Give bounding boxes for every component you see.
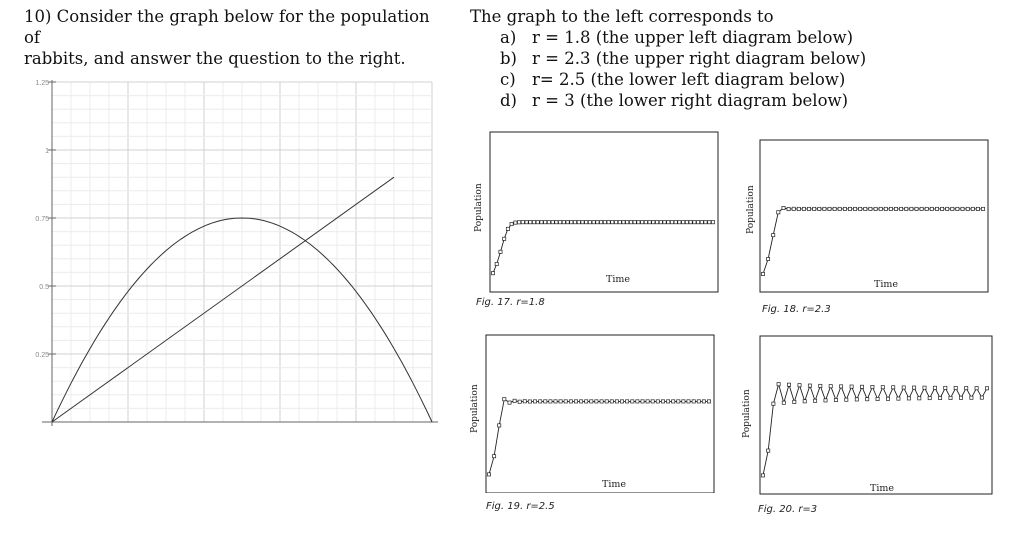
population-point [580, 400, 583, 403]
figure-19-xlabel: Time [602, 479, 627, 490]
population-point [828, 207, 831, 210]
population-point [687, 400, 690, 403]
population-point [900, 207, 903, 210]
population-point [588, 221, 591, 224]
population-point [525, 221, 528, 224]
population-point [651, 400, 654, 403]
population-point [864, 207, 867, 210]
option-a [500, 27, 890, 48]
population-point [946, 207, 949, 210]
figure-17-plot [476, 130, 721, 295]
population-point [923, 386, 926, 389]
population-point [521, 221, 524, 224]
population-point [933, 386, 936, 389]
population-series [489, 399, 709, 474]
population-point [803, 400, 806, 403]
population-point [874, 207, 877, 210]
main-grid [52, 82, 432, 422]
population-point [682, 400, 685, 403]
population-point [838, 207, 841, 210]
population-point [692, 400, 695, 403]
population-point [711, 221, 714, 224]
population-point [611, 221, 614, 224]
population-point [807, 207, 810, 210]
population-point [767, 449, 770, 452]
population-point [656, 221, 659, 224]
population-point [697, 400, 700, 403]
population-point [808, 384, 811, 387]
population-point [585, 221, 588, 224]
population-point [879, 207, 882, 210]
y-tick-label: 1.25 [35, 80, 49, 87]
question-line-2: rabbits, and answer the question to the right. [24, 49, 406, 68]
plot-frame [760, 140, 988, 292]
population-point [855, 398, 858, 401]
population-point [555, 221, 558, 224]
population-point [592, 221, 595, 224]
option-d-key: d) [500, 91, 517, 110]
population-point [935, 207, 938, 210]
figure-18 [746, 138, 993, 315]
question-line-1: 10) Consider the graph below for the population of [24, 7, 430, 47]
population-point [644, 221, 647, 224]
population-point [772, 234, 775, 237]
population-point [787, 383, 790, 386]
population-point [761, 272, 764, 275]
population-point [902, 386, 905, 389]
population-point [892, 386, 895, 389]
plot-frame [486, 335, 714, 493]
population-point [652, 221, 655, 224]
population-point [618, 221, 621, 224]
y-tick-label: 0.75 [35, 216, 49, 223]
population-point [626, 221, 629, 224]
population-point [569, 400, 572, 403]
population-point [549, 400, 552, 403]
population-point [498, 424, 501, 427]
population-point [656, 400, 659, 403]
population-series [763, 384, 987, 475]
population-point [697, 221, 700, 224]
population-point [866, 398, 869, 401]
figure-19 [470, 333, 720, 512]
population-point [539, 400, 542, 403]
population-point [693, 221, 696, 224]
population-point [648, 221, 651, 224]
population-point [637, 221, 640, 224]
y-tick-label: 1 [45, 148, 49, 155]
population-point [850, 385, 853, 388]
population-point [980, 396, 983, 399]
option-c [500, 69, 890, 90]
population-point [813, 207, 816, 210]
population-point [889, 207, 892, 210]
population-point [949, 396, 952, 399]
population-point [843, 207, 846, 210]
population-point [646, 400, 649, 403]
population-point [869, 207, 872, 210]
main-axes [42, 80, 438, 426]
population-point [848, 207, 851, 210]
population-point [944, 386, 947, 389]
population-point [547, 221, 550, 224]
population-point [503, 398, 506, 401]
population-point [854, 207, 857, 210]
population-point [581, 221, 584, 224]
population-point [976, 207, 979, 210]
population-point [506, 227, 509, 230]
y-tick-label: 0.5 [39, 284, 49, 291]
population-point [823, 207, 826, 210]
population-point [954, 386, 957, 389]
population-point [985, 387, 988, 390]
population-point [915, 207, 918, 210]
population-point [573, 221, 576, 224]
population-point [897, 397, 900, 400]
population-point [661, 400, 664, 403]
population-point [533, 400, 536, 403]
population-point [871, 385, 874, 388]
population-point [792, 207, 795, 210]
population-point [532, 221, 535, 224]
figure-18-xlabel: Time [874, 279, 899, 290]
population-point [965, 387, 968, 390]
population-point [590, 400, 593, 403]
population-point [689, 221, 692, 224]
population-point [536, 221, 539, 224]
population-point [678, 221, 681, 224]
population-point [876, 397, 879, 400]
population-point [540, 221, 543, 224]
population-point [777, 383, 780, 386]
population-point [629, 221, 632, 224]
population-point [566, 221, 569, 224]
population-point [975, 387, 978, 390]
population-point [907, 397, 910, 400]
population-point [528, 400, 531, 403]
population-point [700, 221, 703, 224]
population-point [928, 397, 931, 400]
population-point [966, 207, 969, 210]
population-point [562, 221, 565, 224]
figure-20-caption: Fig. 20. r=3 [758, 504, 818, 515]
population-point [670, 221, 673, 224]
figure-19-ylabel: Population [470, 384, 480, 433]
option-b-text: r = 2.3 (the upper right diagram below) [532, 49, 867, 68]
population-point [499, 250, 502, 253]
figure-18-caption: Fig. 18. r=2.3 [762, 304, 831, 315]
option-b-key: b) [500, 49, 517, 68]
population-point [829, 385, 832, 388]
population-point [981, 207, 984, 210]
y-tick-label: 0.25 [35, 352, 49, 359]
population-point [631, 400, 634, 403]
population-series [763, 208, 983, 274]
population-point [677, 400, 680, 403]
population-point [951, 207, 954, 210]
population-point [659, 221, 662, 224]
population-point [674, 221, 677, 224]
population-point [970, 396, 973, 399]
figure-20-xlabel: Time [870, 483, 895, 494]
population-point [833, 207, 836, 210]
population-point [503, 237, 506, 240]
main-tick-labels [35, 80, 56, 359]
population-point [793, 400, 796, 403]
population-point [802, 207, 805, 210]
population-point [918, 397, 921, 400]
population-point [959, 396, 962, 399]
option-d [500, 90, 890, 111]
population-point [495, 262, 498, 265]
population-point [636, 400, 639, 403]
plot-frame [760, 336, 992, 494]
population-point [961, 207, 964, 210]
population-point [767, 257, 770, 260]
figure-18-ylabel: Population [746, 185, 756, 234]
population-point [818, 207, 821, 210]
population-point [682, 221, 685, 224]
main-graph [30, 58, 450, 438]
population-point [544, 221, 547, 224]
population-point [704, 221, 707, 224]
population-point [761, 474, 764, 477]
population-point [798, 384, 801, 387]
figure-19-plot [470, 333, 720, 493]
population-point [881, 386, 884, 389]
figure-18-plot [748, 138, 993, 298]
population-point [633, 221, 636, 224]
population-point [663, 221, 666, 224]
plot-frame [490, 132, 718, 292]
population-point [905, 207, 908, 210]
population-point [577, 221, 580, 224]
population-point [518, 400, 521, 403]
population-point [941, 207, 944, 210]
population-point [797, 207, 800, 210]
population-point [702, 400, 705, 403]
population-point [585, 400, 588, 403]
population-point [787, 208, 790, 211]
population-point [564, 400, 567, 403]
population-point [708, 221, 711, 224]
population-point [672, 400, 675, 403]
population-point [491, 272, 494, 275]
figure-17-xlabel: Time [606, 274, 631, 285]
population-point [782, 206, 785, 209]
population-point [641, 221, 644, 224]
figure-20 [742, 334, 997, 515]
population-point [514, 221, 517, 224]
population-point [622, 221, 625, 224]
population-point [610, 400, 613, 403]
population-point [685, 221, 688, 224]
population-point [930, 207, 933, 210]
population-point [819, 384, 822, 387]
population-point [574, 400, 577, 403]
population-point [939, 396, 942, 399]
population-point [615, 400, 618, 403]
population-point [605, 400, 608, 403]
population-point [508, 401, 511, 404]
population-point [884, 207, 887, 210]
population-point [600, 221, 603, 224]
population-point [859, 207, 862, 210]
population-series [493, 222, 713, 273]
population-point [551, 221, 554, 224]
population-point [772, 402, 775, 405]
figure-19-caption: Fig. 19. r=2.5 [486, 501, 555, 512]
population-point [529, 221, 532, 224]
prompt-intro: The graph to the left corresponds to [470, 7, 774, 26]
population-point [886, 397, 889, 400]
option-a-text: r = 1.8 (the upper left diagram below) [532, 28, 854, 47]
population-point [667, 400, 670, 403]
population-point [956, 207, 959, 210]
population-point [600, 400, 603, 403]
population-point [845, 398, 848, 401]
figure-20-ylabel: Population [742, 389, 752, 438]
population-point [615, 221, 618, 224]
population-point [707, 400, 710, 403]
figure-17-caption: Fig. 17. r=1.8 [476, 297, 545, 308]
answer-prompt [470, 6, 890, 111]
population-point [603, 221, 606, 224]
population-point [493, 455, 496, 458]
population-point [814, 399, 817, 402]
option-a-key: a) [500, 28, 517, 47]
population-point [626, 400, 629, 403]
population-point [607, 221, 610, 224]
population-point [824, 399, 827, 402]
population-point [487, 473, 490, 476]
population-point [860, 385, 863, 388]
population-point [510, 223, 513, 226]
population-point [513, 399, 516, 402]
population-point [544, 400, 547, 403]
figure-17-ylabel: Population [474, 183, 484, 232]
population-point [894, 207, 897, 210]
option-c-key: c) [500, 70, 516, 89]
population-point [620, 400, 623, 403]
option-c-text: r= 2.5 (the lower left diagram below) [532, 70, 846, 89]
population-point [925, 207, 928, 210]
population-point [782, 401, 785, 404]
population-point [595, 400, 598, 403]
population-point [518, 221, 521, 224]
population-point [840, 385, 843, 388]
figure-20-plot [742, 334, 997, 496]
population-point [910, 207, 913, 210]
population-point [913, 386, 916, 389]
option-d-text: r = 3 (the lower right diagram below) [532, 91, 849, 110]
population-point [559, 221, 562, 224]
population-point [777, 211, 780, 214]
population-point [523, 400, 526, 403]
population-point [596, 221, 599, 224]
population-point [971, 207, 974, 210]
population-point [920, 207, 923, 210]
option-b [500, 48, 890, 69]
population-point [667, 221, 670, 224]
population-point [554, 400, 557, 403]
population-point [570, 221, 573, 224]
population-point [834, 398, 837, 401]
population-point [559, 400, 562, 403]
population-point [641, 400, 644, 403]
figure-17 [474, 130, 721, 308]
